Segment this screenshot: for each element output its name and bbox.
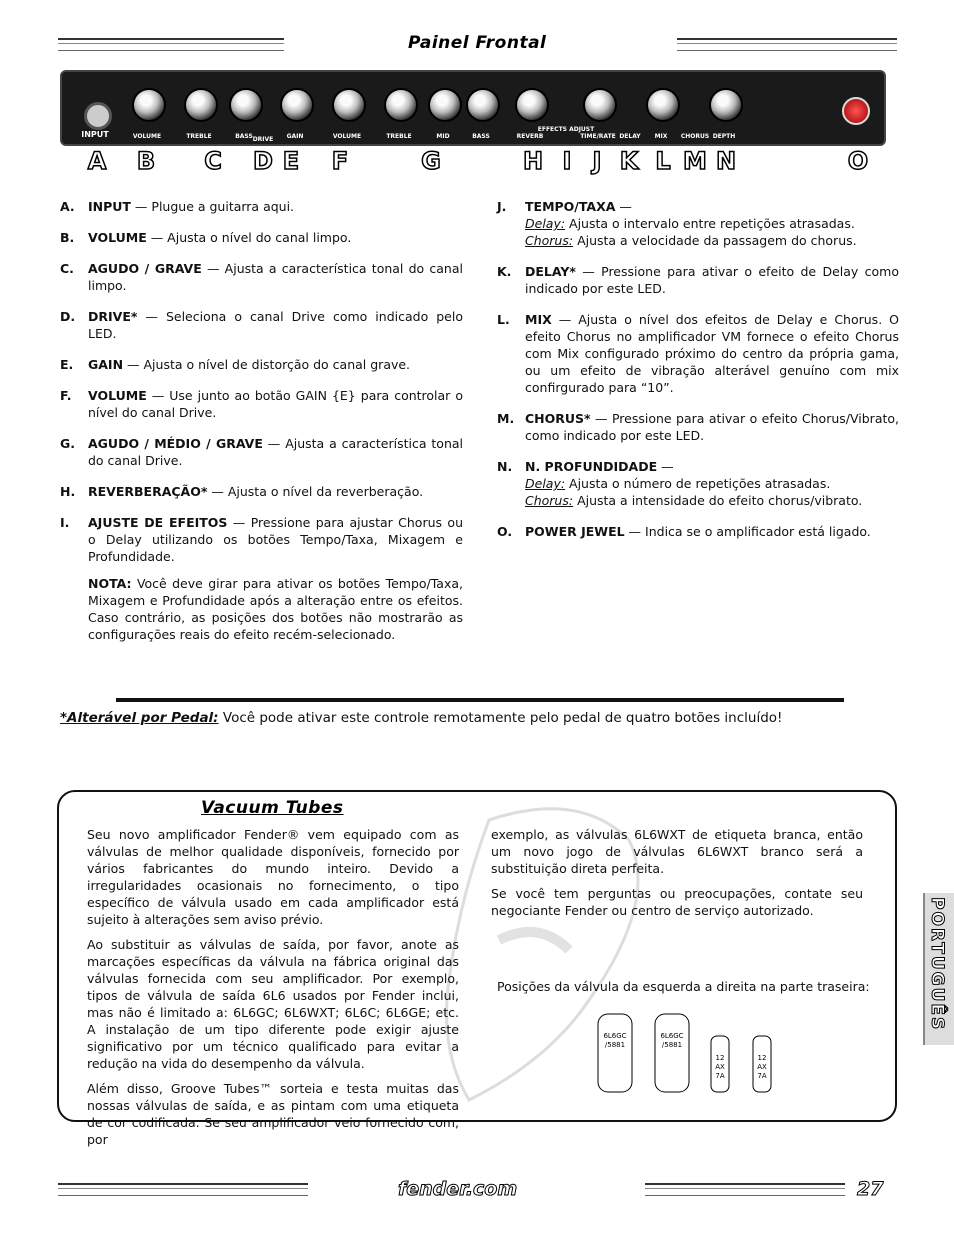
- panel-knob[interactable]: [184, 88, 218, 122]
- vacuum-left-column: [87, 826, 459, 1156]
- callout-letter: D: [253, 147, 273, 175]
- callout-letter: G: [421, 147, 441, 175]
- item-text: — Ajusta a característica tonal do canal Drive.: [88, 436, 463, 468]
- item-g: [60, 435, 463, 469]
- vacuum-right-column: [491, 826, 863, 927]
- callout-letter: L: [655, 147, 671, 175]
- vacuum-paragraph: Seu novo amplificador Fender® vem equipado com as válvulas de melhor qualidade disponíveis, fornecido por vários fabricantes do mundo inteiro. Devido a irregularidades ocasionais no fornecimento, o tipo específico de válvula usado em cada amplificador está sujeito à alterações sem aviso prévio.: [87, 827, 459, 927]
- panel-knob[interactable]: [709, 88, 743, 122]
- item-letter: M.: [497, 411, 515, 426]
- callout-letter: O: [847, 147, 869, 175]
- power-jewel: [842, 97, 870, 125]
- item-f: [60, 387, 463, 421]
- tube-label: AX: [715, 1063, 725, 1071]
- item-name: AGUDO / GRAVE: [88, 261, 202, 276]
- sub-text: Ajusta a intensidade do efeito chorus/vibrato.: [573, 493, 863, 508]
- tube-label: 12: [715, 1054, 725, 1062]
- item-text: — Ajusta o nível do canal limpo.: [146, 230, 352, 245]
- footnote: [60, 710, 782, 726]
- item-letter: G.: [60, 436, 76, 451]
- knob-label: GAIN: [286, 133, 304, 140]
- knob-label: TREBLE: [386, 133, 412, 140]
- item-name: N. PROFUNDIDADE: [525, 459, 658, 474]
- tube-icon: [753, 1036, 771, 1092]
- panel-knob[interactable]: [428, 88, 462, 122]
- item-letter: I.: [60, 515, 70, 530]
- item-text: — Indica se o amplificador está ligado.: [624, 524, 871, 539]
- item-letter: K.: [497, 264, 512, 279]
- item-i: [60, 514, 463, 565]
- input-jack[interactable]: [84, 102, 112, 130]
- language-tab-label: PORTUGUÊS: [927, 897, 947, 1032]
- delay-button-label: DELAY: [619, 133, 641, 140]
- item-e: [60, 356, 463, 373]
- item-a: [60, 198, 463, 215]
- section-divider: [116, 698, 844, 702]
- item-letter: B.: [60, 230, 75, 245]
- tube-diagram: [593, 998, 793, 1098]
- vacuum-tubes-box: [57, 790, 897, 1147]
- amp-front-panel: [60, 70, 886, 146]
- item-text: — Pressione para ativar o efeito de Delay como indicado por este LED.: [525, 264, 899, 296]
- item-name: POWER JEWEL: [525, 524, 625, 539]
- item-m: [497, 410, 899, 444]
- sub-text: Ajusta o número de repetições atrasadas.: [565, 476, 831, 491]
- item-k: [497, 263, 899, 297]
- tube-label: 12: [757, 1054, 767, 1062]
- panel-knob[interactable]: [646, 88, 680, 122]
- vacuum-title: Vacuum Tubes: [201, 798, 344, 818]
- item-letter: L.: [497, 312, 510, 327]
- note-block: [60, 575, 463, 643]
- sub-label: Chorus:: [525, 493, 574, 508]
- item-text: — Use junto ao botão GAIN {E} para controlar o nível do canal Drive.: [88, 388, 463, 420]
- item-name: CHORUS*: [525, 411, 591, 426]
- item-letter: O.: [497, 524, 513, 539]
- item-name: VOLUME: [88, 388, 147, 403]
- tube-label: 7A: [715, 1072, 725, 1080]
- tube-label: 7A: [757, 1072, 767, 1080]
- sub-label: Chorus:: [525, 233, 574, 248]
- tube-icon: [711, 1036, 729, 1092]
- item-h: [60, 483, 463, 500]
- item-c: [60, 260, 463, 294]
- item-n: [497, 458, 899, 509]
- footnote-label: *Alterável por Pedal:: [60, 710, 219, 726]
- vacuum-paragraph: Ao substituir as válvulas de saída, por favor, anote as marcações específicas da válvula na fábrica original das válvulas fornecida com seu amplificador. Por exemplo, tipos de válvula de saída 6L6 usados por Fender inclui, mas não é limitado a: 6L6GC; 6L6WXT; 6L6C; 6L6GE; etc. A instalação de um tipo diferente pode exigir ajuste significativo por um técnico qualificado para evitar a redução na vida do desempenho da válvula.: [87, 937, 459, 1071]
- effects-button-label: EFFECTS ADJUST: [537, 126, 595, 133]
- tube-label: AX: [757, 1063, 767, 1071]
- item-b: [60, 229, 463, 246]
- drive-button-label: DRIVE: [252, 136, 274, 143]
- panel-knob[interactable]: [583, 88, 617, 122]
- right-column: [497, 198, 899, 554]
- knob-label: DEPTH: [712, 133, 736, 140]
- callout-letter: E: [282, 147, 300, 175]
- item-text: — Ajusta o nível dos efeitos de Delay e Chorus. O efeito Chorus no amplificador VM fornece o efeito Chorus com Mix configurado próximo do centro da própria gama, ou um efeito de vibração alterável genuíno com mix confirgurado para “10”.: [525, 312, 899, 395]
- item-o: [497, 523, 899, 540]
- tube-label: 6L6GC: [660, 1032, 684, 1040]
- callout-letter: F: [331, 147, 349, 175]
- callout-letter: N: [715, 147, 737, 175]
- language-tab: [923, 893, 954, 1045]
- footer-rule-right: [645, 1183, 845, 1196]
- item-letter: H.: [60, 484, 76, 499]
- footer-rule-left: [58, 1183, 308, 1196]
- item-text: — Seleciona o canal Drive como indicado pelo LED.: [88, 309, 463, 341]
- tube-label: 6L6GC: [603, 1032, 627, 1040]
- item-text: — Ajusta o nível da reverberação.: [207, 484, 424, 499]
- item-name: REVERBERAÇÃO*: [88, 484, 208, 499]
- note-label: NOTA:: [88, 576, 132, 591]
- item-letter: A.: [60, 199, 75, 214]
- item-j: [497, 198, 899, 249]
- item-l: [497, 311, 899, 396]
- callout-letter: B: [136, 147, 156, 175]
- tube-label: /5881: [604, 1041, 626, 1049]
- item-letter: D.: [60, 309, 76, 324]
- tube-label: /5881: [661, 1041, 683, 1049]
- item-name: TEMPO/TAXA: [525, 199, 616, 214]
- footnote-text: Você pode ativar este controle remotamente pelo pedal de quatro botões incluído!: [218, 710, 783, 726]
- panel-knob[interactable]: [466, 88, 500, 122]
- callout-letter: C: [204, 147, 222, 175]
- item-text: — Ajusta a característica tonal do canal limpo.: [88, 261, 463, 293]
- left-column: [60, 198, 463, 657]
- footer-site: fender.com: [398, 1178, 518, 1200]
- panel-knob[interactable]: [332, 88, 366, 122]
- knob-label: MID: [436, 133, 450, 140]
- sub-text: Ajusta a velocidade da passagem do chorus.: [573, 233, 857, 248]
- note-text: Você deve girar para ativar os botões Tempo/Taxa, Mixagem e Profundidade após a alteração entre os efeitos. Caso contrário, as posições dos botões não mostrarão as configurações reais do efeito recém-selecionado.: [88, 576, 463, 642]
- item-name: GAIN: [88, 357, 124, 372]
- item-letter: F.: [60, 388, 72, 403]
- callout-letter: A: [87, 147, 107, 175]
- item-letter: N.: [497, 459, 513, 474]
- callout-letter: M: [683, 147, 707, 175]
- item-letter: E.: [60, 357, 74, 372]
- input-label: INPUT: [81, 130, 109, 139]
- item-name: VOLUME: [88, 230, 147, 245]
- header-rule-left: [58, 38, 284, 51]
- chorus-button-label: CHORUS: [680, 133, 710, 140]
- item-name: DRIVE*: [88, 309, 138, 324]
- panel-knob[interactable]: [384, 88, 418, 122]
- item-name: AGUDO / MÉDIO / GRAVE: [88, 436, 263, 451]
- vacuum-paragraph: exemplo, as válvulas 6L6WXT de etiqueta branca, então um novo jogo de válvulas 6L6WXT branco será a substituição direta perfeita.: [491, 827, 863, 876]
- vacuum-paragraph: Se você tem perguntas ou preocupações, contate seu negociante Fender ou centro de serviço autorizado.: [491, 886, 863, 918]
- tube-icon: [655, 1014, 689, 1092]
- page-number: 27: [857, 1178, 884, 1200]
- item-name: DELAY*: [525, 264, 576, 279]
- knob-label: TIME/RATE: [580, 133, 616, 140]
- knob-label: TREBLE: [186, 133, 212, 140]
- knob-label: VOLUME: [332, 133, 362, 140]
- knob-label: REVERB: [516, 133, 544, 140]
- callout-letter: I: [562, 147, 572, 175]
- callout-letter: K: [619, 147, 639, 175]
- vacuum-paragraph: Além disso, Groove Tubes™ sorteia e testa muitas das nossas válvulas de saída, e as pintam com uma etiqueta de cor codificada. Se seu amplificador veio fornecido com, por: [87, 1081, 459, 1147]
- item-text: — Plugue a guitarra aqui.: [130, 199, 295, 214]
- sub-label: Delay:: [525, 476, 566, 491]
- panel-knob[interactable]: [280, 88, 314, 122]
- callout-letter: J: [592, 147, 602, 175]
- panel-knob[interactable]: [229, 88, 263, 122]
- tube-icon: [598, 1014, 632, 1092]
- page-title: Painel Frontal: [408, 33, 547, 53]
- knob-label: BASS: [235, 133, 253, 140]
- knob-label: MIX: [654, 133, 668, 140]
- item-d: [60, 308, 463, 342]
- item-text: —: [657, 459, 674, 474]
- item-text: — Pressione para ativar o efeito Chorus/Vibrato, como indicado por este LED.: [525, 411, 899, 443]
- panel-knob[interactable]: [515, 88, 549, 122]
- item-letter: C.: [60, 261, 74, 276]
- item-name: INPUT: [88, 199, 131, 214]
- item-text: — Pressione para ajustar Chorus ou o Delay utilizando os botões Tempo/Taxa, Mixagem e Profundidade.: [88, 515, 463, 564]
- item-name: AJUSTE DE EFEITOS: [88, 515, 228, 530]
- callout-letter: H: [522, 147, 544, 175]
- item-name: MIX: [525, 312, 552, 327]
- panel-knob[interactable]: [132, 88, 166, 122]
- item-text: —: [615, 199, 632, 214]
- item-text: — Ajusta o nível de distorção do canal grave.: [123, 357, 411, 372]
- item-letter: J.: [497, 199, 507, 214]
- header-rule-right: [677, 38, 897, 51]
- knob-label: BASS: [472, 133, 490, 140]
- knob-label: VOLUME: [132, 133, 162, 140]
- tube-positions-text: Posições da válvula da esquerda a direita na parte traseira:: [497, 979, 870, 994]
- sub-text: Ajusta o intervalo entre repetições atrasadas.: [565, 216, 855, 231]
- sub-label: Delay:: [525, 216, 566, 231]
